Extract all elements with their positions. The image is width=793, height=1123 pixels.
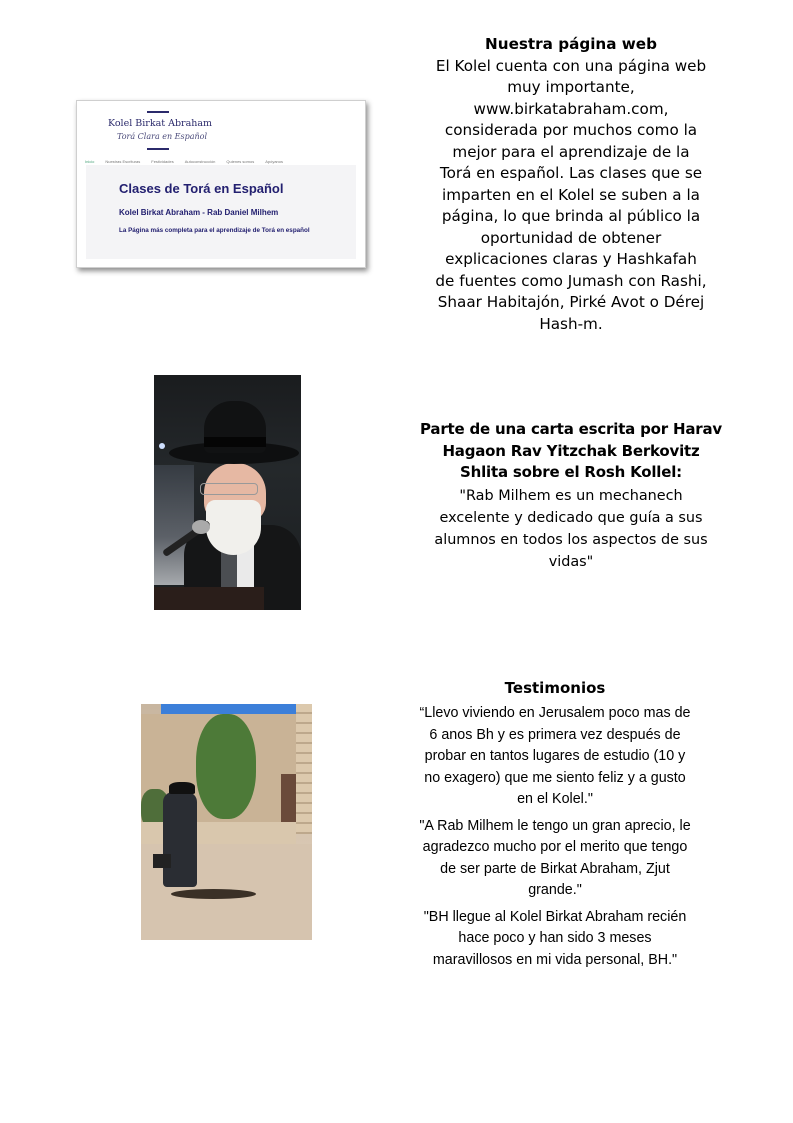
letter-quote xyxy=(416,485,726,573)
site-hero-subtitle: Kolel Birkat Abraham - Rab Daniel Milhem xyxy=(119,208,279,217)
text-line: página, lo que brinda al público la xyxy=(441,207,701,225)
testimonial xyxy=(403,907,707,972)
site-nav-item: Quienes somos xyxy=(226,159,255,164)
quote-line: alumnos en todos los aspectos de sus xyxy=(434,531,708,548)
site-nav-item: Inicio xyxy=(85,159,95,164)
section-title: Testimonios xyxy=(504,679,606,697)
text-line: explicaciones claras y Hashkafah xyxy=(445,250,697,268)
text-line: El Kolel cuenta con una página web xyxy=(435,56,707,75)
text-line: considerada por muchos como la xyxy=(444,121,698,139)
text-line: Shaar Habitajón, Pirké Avot o Dérej xyxy=(437,293,705,311)
text-line: oportunidad de obtener xyxy=(480,228,662,247)
website-section-text xyxy=(418,34,724,335)
testimonial xyxy=(403,703,707,811)
testimonials-section-text xyxy=(403,678,707,971)
testimonial-line: maravillosos en mi vida personal, BH." xyxy=(432,951,678,968)
text-line: imparten en el Kolel se suben a la xyxy=(442,185,700,204)
testimonial-line: "BH llegue al Kolel Birkat Abraham recién xyxy=(423,908,687,925)
quote-line: vidas" xyxy=(548,553,594,570)
section-title: Nuestra página web xyxy=(485,35,657,53)
student-walking-photo xyxy=(141,704,312,940)
testimonial-line: agradezco mucho por el merito que tengo xyxy=(422,839,688,855)
site-nav-item: Nuestras Escrituras xyxy=(105,159,141,164)
quote-line: "Rab Milhem es un mechanech xyxy=(459,487,683,504)
letter-title-line: Shlita sobre el Rosh Kollel: xyxy=(460,463,682,481)
testimonial-line: probar en tantos lugares de estudio (10 y xyxy=(424,748,686,764)
website-screenshot-image xyxy=(76,100,366,268)
text-line: de fuentes como Jumash con Rashi, xyxy=(435,271,707,290)
text-line: muy importante, xyxy=(507,78,635,96)
testimonial-line: no exagero) que me siento feliz y a gusto xyxy=(424,769,686,786)
site-nav-item: Apóyanos xyxy=(265,159,283,164)
site-tagline: Torá Clara en Español xyxy=(117,132,208,141)
testimonial-line: hace poco y han sido 3 meses xyxy=(458,930,652,946)
decorative-bar xyxy=(147,111,169,113)
text-line: Hash-m. xyxy=(539,314,603,333)
letter-title-line: Hagaon Rav Yitzchak Berkovitz xyxy=(442,441,700,460)
rabbi-speaking-photo xyxy=(154,375,301,610)
testimonial-line: grande." xyxy=(528,882,582,898)
text-line: mejor para el aprendizaje de la xyxy=(452,142,690,161)
letter-section-text xyxy=(416,419,726,573)
testimonial-line: en el Kolel." xyxy=(517,791,593,807)
decorative-bar xyxy=(147,148,169,150)
site-nav xyxy=(85,159,283,164)
letter-title-line: Parte de una carta escrita por Harav xyxy=(420,420,722,438)
website-url: www.birkatabraham.com, xyxy=(473,99,669,118)
testimonial-line: "A Rab Milhem le tengo un gran aprecio, le xyxy=(419,817,691,834)
testimonial xyxy=(403,816,707,902)
site-hero-tagline: La Página más completa para el aprendizaje de Torá en español xyxy=(119,227,310,234)
text-line: Torá en español. Las clases que se xyxy=(439,164,703,182)
testimonial-line: “Llevo viviendo en Jerusalem poco mas de xyxy=(419,705,691,721)
testimonial-line: 6 anos Bh y es primera vez después de xyxy=(429,726,681,743)
quote-line: excelente y dedicado que guía a sus xyxy=(439,509,703,526)
site-brand: Kolel Birkat Abraham xyxy=(108,118,213,129)
testimonial-line: de ser parte de Birkat Abraham, Zjut xyxy=(440,860,670,877)
site-nav-item: Festividades xyxy=(151,159,174,164)
site-hero-title: Clases de Torá en Español xyxy=(119,181,284,196)
site-nav-item: Autoconstrucción xyxy=(184,159,216,164)
